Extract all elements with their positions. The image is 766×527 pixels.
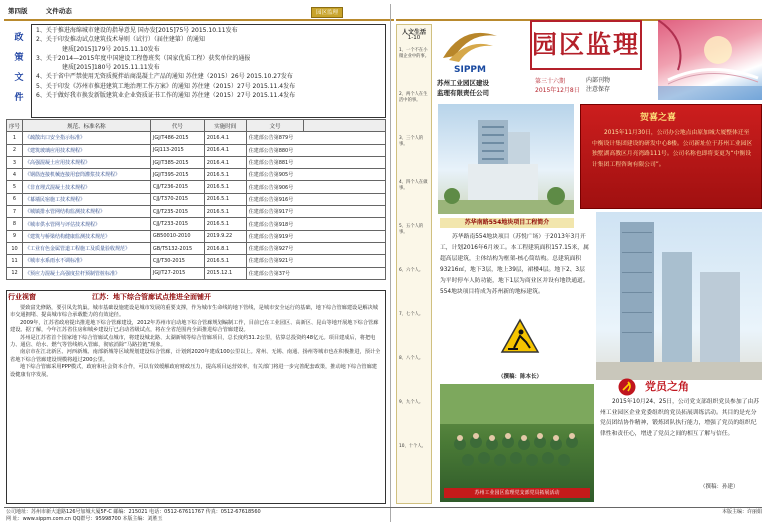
table-cell: JGJ113-2015	[150, 144, 204, 156]
news-item-cont: 建质[2015]179号 2015.11.10发布	[62, 45, 160, 53]
news-item-cont: 建质[2015]180号 2015.11.11发布	[62, 64, 160, 72]
left-footer	[6, 509, 390, 523]
col-header: 文号	[246, 120, 304, 132]
party-author: （撰稿：孙建）	[700, 484, 739, 490]
watch-paragraph: 要致富先修路，要引凤先筑巢。城市基础设施建设是城市发展的重要支撑，作为城市生命线的地下管线，是城市安全运行的基础，地下综合管廊建设是解决城市交通拥堵、提高城市综合承载能力的有效途径。	[10, 305, 378, 319]
table-cell: 4	[7, 169, 23, 181]
company-name-line2: 监理有限责任公司	[437, 89, 489, 97]
table-cell: CJJ/T233-2015	[150, 218, 204, 230]
page-number: 第四版	[8, 7, 28, 15]
bottom-rule	[4, 507, 762, 508]
congratulations-body: 2015年11月30日，公司办公地点由原加城大厦整体迁至中衡设计集团建设的研发中心8楼。公司新址位于苏州工业园区独墅湖高教区月亮湾路111号。公司名称也即将变更为“中衡设计集团工程咨询有限公司”。	[592, 130, 753, 168]
table-cell: 9	[7, 230, 23, 242]
project-body: 苏华路南554地块项目（苏悦广场）于2013年3月开工，计划2016年6月竣工。本工程建筑面积157.15米，属超高层建筑，主体结构为框架-核心筒结构。总建筑面积93216㎡，地下3层，地上39层，裙楼4层。地下2、3层为平时停车人防功能，地下1层为商业区并设有地铁通道。554地块项目将成为苏州新的地标建筑。	[440, 234, 589, 295]
policy-side-label	[6, 24, 32, 118]
table-header-row	[7, 120, 386, 132]
table-cell: 《城市水系雨水不调标准》	[23, 255, 151, 267]
table-cell: 住建部公告第880号	[246, 144, 385, 156]
office-building-photo	[438, 104, 574, 214]
table-cell: 2016.4.1	[204, 156, 246, 168]
table-cell: 2016.5.1	[204, 218, 246, 230]
group-photo	[440, 384, 594, 502]
table-cell: 7	[7, 206, 23, 218]
side-char: 件	[14, 93, 24, 103]
table-cell: 6	[7, 193, 23, 205]
table-cell: 住建部公告第879号	[246, 132, 385, 144]
news-item: 6、关于做好我市换发新版建筑业企业资质证书工作的通知 苏住建（2015）27号 2015.11.4发布	[36, 92, 296, 100]
project-author: （撰稿：陈本长）	[498, 374, 543, 380]
table-cell: 《钢筋连接机械连接用套筒灌浆技术规程》	[23, 169, 151, 181]
table-row	[7, 181, 386, 193]
logo-text: SIPPM	[454, 65, 486, 74]
side-char: 政	[14, 33, 24, 43]
table-cell: 《预应力混凝土高强度拉杆预制管桩标准》	[23, 267, 151, 279]
table-cell: 《工业有色金属管道工程施工及质量验收规范》	[23, 242, 151, 254]
table-cell: 2016.5.1	[204, 193, 246, 205]
table-cell: JGJ/T395-2015	[150, 169, 204, 181]
sidebar-entry: 1、一个不在小微企业中的事。	[399, 48, 430, 59]
company-name-line1: 苏州工业园区建设	[437, 79, 489, 87]
table-cell: 住建部公告第916号	[246, 193, 385, 205]
table-cell: CJJ/T370-2015	[150, 193, 204, 205]
table-cell: 2019.9.22	[204, 230, 246, 242]
table-cell: 11	[7, 255, 23, 267]
footer-editor: 本版主编：许丽娟	[721, 509, 762, 515]
sidebar-entry: 7、七个人。	[399, 312, 424, 317]
table-cell: 1	[7, 132, 23, 144]
news-item: 2、关于印发推动试点建筑技术导则（试行）（届住建第）的通知	[36, 36, 205, 44]
table-cell: 2016.4.1	[204, 132, 246, 144]
table-cell: 住建部公告第927号	[246, 242, 385, 254]
sidebar-entry: 6、六个人。	[399, 268, 424, 273]
group-photo-banner: 苏州工业园区监理党支部党员拓展活动	[444, 488, 590, 498]
table-row	[7, 242, 386, 254]
sidebar-entry: 3、三个人的事。	[399, 136, 424, 147]
news-item: 1、关于推进海绵城市建设的指导意见 国办发[2015]75号 2015.10.11发布	[36, 27, 238, 34]
table-cell: 5	[7, 181, 23, 193]
table-cell: 《建筑与桥梁结构健康监测技术规范》	[23, 230, 151, 242]
project-towers-photo	[596, 212, 762, 380]
watch-paragraph: 南京市在江北新区、河西新城、南部新城等区域规划建设综合管廊，计划到2020年建成100公里以上。常州、无锡、南通、扬州等城市也在积极推进，预计全省地下综合管廊建设规模将超过200公里。	[10, 349, 381, 363]
table-cell: 3	[7, 156, 23, 168]
table-cell: 住建部公告第919号	[246, 230, 385, 242]
table-cell: 《非直埋式混凝土技术规程》	[23, 181, 151, 193]
table-cell: 2016.4.1	[204, 144, 246, 156]
congratulations-title: 贺喜之喜	[640, 113, 677, 123]
table-cell: 2016.5.1	[204, 206, 246, 218]
table-row	[7, 156, 386, 168]
center-fold	[390, 4, 391, 522]
side-char: 策	[14, 53, 24, 63]
col-header: 实施时间	[204, 120, 246, 132]
col-header: 序号	[7, 120, 23, 132]
industry-watch-body	[10, 305, 382, 379]
sidebar-entry: 10、十个人。	[399, 444, 426, 449]
table-cell: 《建筑玻璃应用技术规程》	[23, 144, 151, 156]
party-corner-body: 2015年10月24、25日，公司党支部组织党员参加了由苏州工业园区企业党委组织的党员拓展训练活动。其目的是充分党员团结协作精神，锻炼团队执行能力，增强了党员的组织纪律性和责任心，增进了党员之间的相互了解与信任。	[600, 399, 760, 437]
table-cell: 住建部公告第905号	[246, 169, 385, 181]
table-row	[7, 132, 386, 144]
watch-paragraph: 2009年，江苏省政府提出推进地下综合管廊建设，2012年苏州市启动地下综合管廊规划编制工作，目前已在工业园区、高新区、昆山等地开展地下综合管廊建设。据了解，今年江苏省住房和城乡建设厅已启动省级试点，将在全省范围内全面推进综合管廊建设。	[10, 319, 379, 334]
table-cell: GB/T5132-2015	[150, 242, 204, 254]
construction-sign-icon	[500, 318, 540, 354]
internal-line: 注意保存	[586, 86, 611, 93]
table-row	[7, 267, 386, 279]
table-cell: JGJ/T385-2015	[150, 156, 204, 168]
table-cell: 2016.5.1	[204, 181, 246, 193]
table-cell: 住建部公告第918号	[246, 218, 385, 230]
table-cell: GB50010-2010	[150, 230, 204, 242]
table-cell: CJJ/T236-2015	[150, 181, 204, 193]
table-cell: 《城市供水管网与评估技术规程》	[23, 218, 151, 230]
watch-paragraph: 地下综合管廊采用PPP模式，政府和社会资本合作，可以有效缓解政府财政压力，提高项目运营效率，有关部门将进一步完善配套政策，推动地下综合管廊建设健康有序发展。	[10, 364, 377, 378]
industry-watch-label: 行业视窗	[8, 293, 36, 301]
table-row	[7, 255, 386, 267]
table-cell: 住建部公告第906号	[246, 181, 385, 193]
newspaper-masthead	[530, 20, 642, 70]
sidebar-entry: 9、九个人。	[399, 400, 424, 405]
table-cell: 12	[7, 267, 23, 279]
table-cell: 10	[7, 242, 23, 254]
table-cell: 《幕墙民宿施工技术规程》	[23, 193, 151, 205]
issue-date: 2015年12月8日	[535, 87, 580, 94]
table-cell: 《疏散出口安全指示标准》	[23, 132, 151, 144]
table-row	[7, 169, 386, 181]
table-cell: CJJ/T235-2015	[150, 206, 204, 218]
table-cell: 2016.8.1	[204, 242, 246, 254]
sidebar-entry: 8、八个人。	[399, 356, 424, 361]
section-name: 文件动态	[45, 7, 72, 15]
table-cell: 住建部公告第917号	[246, 206, 385, 218]
table-row	[7, 193, 386, 205]
party-emblem-icon	[618, 378, 636, 396]
table-cell: 住建部公告第881号	[246, 156, 385, 168]
table-cell: JGJ/T27-2015	[150, 267, 204, 279]
section-badge: 园区监理	[311, 7, 343, 18]
company-logo	[441, 22, 499, 74]
col-header: 规范、标准名称	[23, 120, 151, 132]
sidebar-subtitle: 1-10	[407, 35, 421, 41]
news-item: 5、关于印发《苏州市推进建筑工地治理工作方案》的通知 苏住建（2015）27号 2015.11.4发布	[36, 82, 296, 90]
table-cell: JGJ/T486-2015	[150, 132, 204, 144]
hero-illustration	[658, 20, 762, 100]
standards-table	[6, 119, 386, 280]
table-cell: 2	[7, 144, 23, 156]
sidebar-entry: 2、两个人在生活中的事。	[399, 92, 428, 103]
sidebar-entry: 5、五个人的事。	[399, 224, 424, 235]
table-cell: 2016.5.1	[204, 169, 246, 181]
left-page-header	[8, 6, 88, 15]
col-header: 代号	[150, 120, 204, 132]
footer-web: 网 址：www.sippm.com.cn QQ群号：95998700 本版主编：刘胜玉	[6, 516, 163, 522]
table-cell: 《高强混凝土应用技术规程》	[23, 156, 151, 168]
project-heading: 苏华南路554地块项目工程简介	[440, 218, 574, 228]
sidebar-title: 人文生活	[401, 29, 426, 36]
masthead-text: 园区监理	[532, 30, 641, 59]
table-row	[7, 218, 386, 230]
table-cell: 8	[7, 218, 23, 230]
table-cell: 2016.5.1	[204, 255, 246, 267]
party-corner-title: 党员之角	[645, 380, 689, 393]
top-rule-left	[4, 19, 394, 21]
industry-watch-title: 江苏：地下综合管廊试点推进全面铺开	[92, 293, 211, 301]
news-item: 4、关于省中严禁使用无资质搅拌站商混凝土产品的通知 苏住建（2015）26号 2015.10.27发布	[36, 73, 293, 81]
table-cell: 2015.12.1	[204, 267, 246, 279]
news-item: 3、关于2014—2015年度中国建设工程鲁班奖（国家优质工程）获奖单位的通报	[36, 54, 251, 62]
table-row	[7, 230, 386, 242]
watch-paragraph: 苏州是江苏省首个国家地下综合管廊试点城市，将建设城北路、太湖新城等综合管廊项目，总长度约31.2公里，估算总投资约48亿元。项目建成后，将把电力、通信、给水、燃气等管线纳入管廊，彻底消除“马路拉链”现象。	[10, 334, 376, 349]
col-header	[304, 120, 386, 132]
table-cell: 住建部公告第921号	[246, 255, 385, 267]
footer-address: 公司地址：苏州市新大道路126号加城大厦5F-C 邮编：215021 电话：0512-67611767 传真：0512-67618560	[6, 509, 261, 515]
right-footer	[396, 509, 762, 516]
sidebar-entry: 4、四个人在做事。	[399, 180, 428, 191]
policy-news-list	[36, 26, 384, 100]
table-cell: 《城镇排水管网结构监测技术规程》	[23, 206, 151, 218]
internal-line: 内部刊物	[586, 77, 611, 84]
table-cell: 住建部公告第37号	[246, 267, 385, 279]
table-row	[7, 144, 386, 156]
side-char: 文	[14, 73, 24, 83]
internal-note	[586, 76, 610, 94]
table-cell: CJJ/T30-2015	[150, 255, 204, 267]
table-row	[7, 206, 386, 218]
company-name	[437, 78, 489, 98]
issue-number: 第三十六期	[535, 78, 566, 85]
